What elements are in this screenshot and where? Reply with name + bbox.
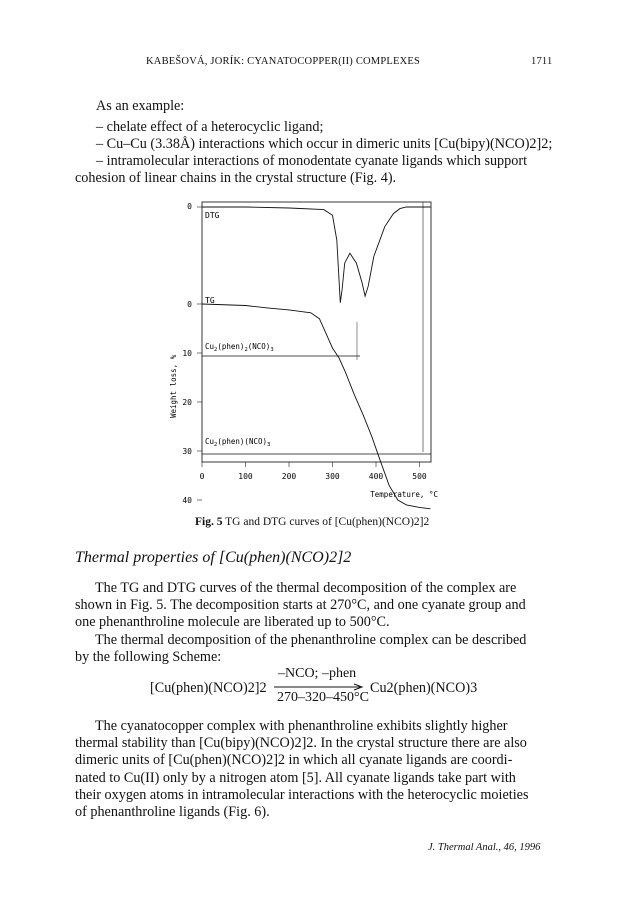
chart-frame xyxy=(202,202,431,462)
intro-item-3-cont: cohesion of linear chains in the crystal structure (Fig. 4). xyxy=(75,170,397,186)
y-tick-label: 30 xyxy=(182,447,192,456)
intro-item-1: – chelate effect of a heterocyclic ligand; xyxy=(96,119,324,135)
figure-caption xyxy=(195,516,429,528)
intro-item-3: – intramolecular interactions of monodentate cyanate ligands which support xyxy=(96,153,528,169)
x-tick-label: 500 xyxy=(412,472,427,481)
intro-lead: As an example: xyxy=(96,98,185,114)
page-number: 1711 xyxy=(531,56,553,67)
section-heading: Thermal properties of [Cu(phen)(NCO)2]2 xyxy=(75,549,352,566)
p1-line-1: The TG and DTG curves of the thermal decomposition of the complex are xyxy=(95,580,517,596)
p1-line-2: shown in Fig. 5. The decomposition starts at 270°C, and one cyanate group and xyxy=(75,597,526,614)
p3-line-6: of phenanthroline ligands (Fig. 6). xyxy=(75,804,270,821)
y-tick-label: 20 xyxy=(182,398,192,407)
dtg-zero-label: 0 xyxy=(187,202,192,211)
scheme-condition-above: –NCO; –phen xyxy=(278,666,357,681)
paragraph-3 xyxy=(75,718,565,821)
tg-dtg-chart xyxy=(150,192,450,512)
journal-footer: J. Thermal Anal., 46, 1996 xyxy=(428,842,541,853)
p3-line-5: their oxygen atoms in intramolecular interactions with the heterocyclic moieties xyxy=(75,786,529,803)
p3-line-2: thermal stability than [Cu(bipy)(NCO)2]2. In the crystal structure there are also xyxy=(75,735,527,752)
x-tick-label: 100 xyxy=(238,472,253,481)
p1-line-3: one phenanthroline molecule are liberated up to 500°C. xyxy=(75,614,390,631)
p2-line-1: The thermal decomposition of the phenanthroline complex can be described xyxy=(95,631,527,648)
x-axis-title: Temperature, °C xyxy=(370,490,438,499)
p3-line-1: The cyanatocopper complex with phenanthroline exhibits slightly higher xyxy=(95,718,508,734)
dtg-annotation: DTG xyxy=(205,211,220,220)
tg-annotation: TG xyxy=(205,296,215,305)
paragraph-1 xyxy=(75,580,565,666)
x-tick-label: 300 xyxy=(325,472,340,481)
running-title: KABEŠOVÁ, JORÍK: CYANATOCOPPER(II) COMPLEXES xyxy=(146,56,421,67)
scheme-product: Cu2(phen)(NCO)3 xyxy=(370,680,478,696)
intermediate-annotation: $Cu_2(phen)_2(NCO)_3$ xyxy=(205,342,274,353)
p2-line-2: by the following Scheme: xyxy=(75,648,222,665)
x-ticks xyxy=(200,462,427,481)
x-tick-label: 0 xyxy=(199,472,205,481)
y-tick-label: 10 xyxy=(182,349,192,358)
dtg-curve xyxy=(202,207,430,303)
y-tick-label: 40 xyxy=(182,496,192,505)
caption-text: TG and DTG curves of [Cu(phen)(NCO)2]2 xyxy=(225,516,430,528)
x-tick-label: 200 xyxy=(281,472,297,481)
x-tick-label: 400 xyxy=(368,472,384,481)
y-tick-label: 0 xyxy=(187,300,192,309)
scheme-reactant: [Cu(phen)(NCO)2]2 xyxy=(150,680,267,696)
scheme-condition-below: 270–320–450°C xyxy=(277,690,369,705)
y-axis-title: Weight loss, % xyxy=(169,354,178,418)
p3-line-4: nated to Cu(II) only by a nitrogen atom [5]. All cyanate ligands take part with xyxy=(75,769,516,786)
intro-item-2: – Cu–Cu (3.38Å) interactions which occur in dimeric units [Cu(bipy)(NCO)2]2; xyxy=(96,136,553,152)
caption-label: Fig. 5 xyxy=(195,516,223,528)
tg-curve xyxy=(199,304,430,509)
p3-line-3: dimeric units of [Cu(phen)(NCO)2]2 in which all cyanate ligands are coordi- xyxy=(75,752,513,769)
product-annotation: $Cu_2(phen)(NCO)_3$ xyxy=(205,437,271,448)
